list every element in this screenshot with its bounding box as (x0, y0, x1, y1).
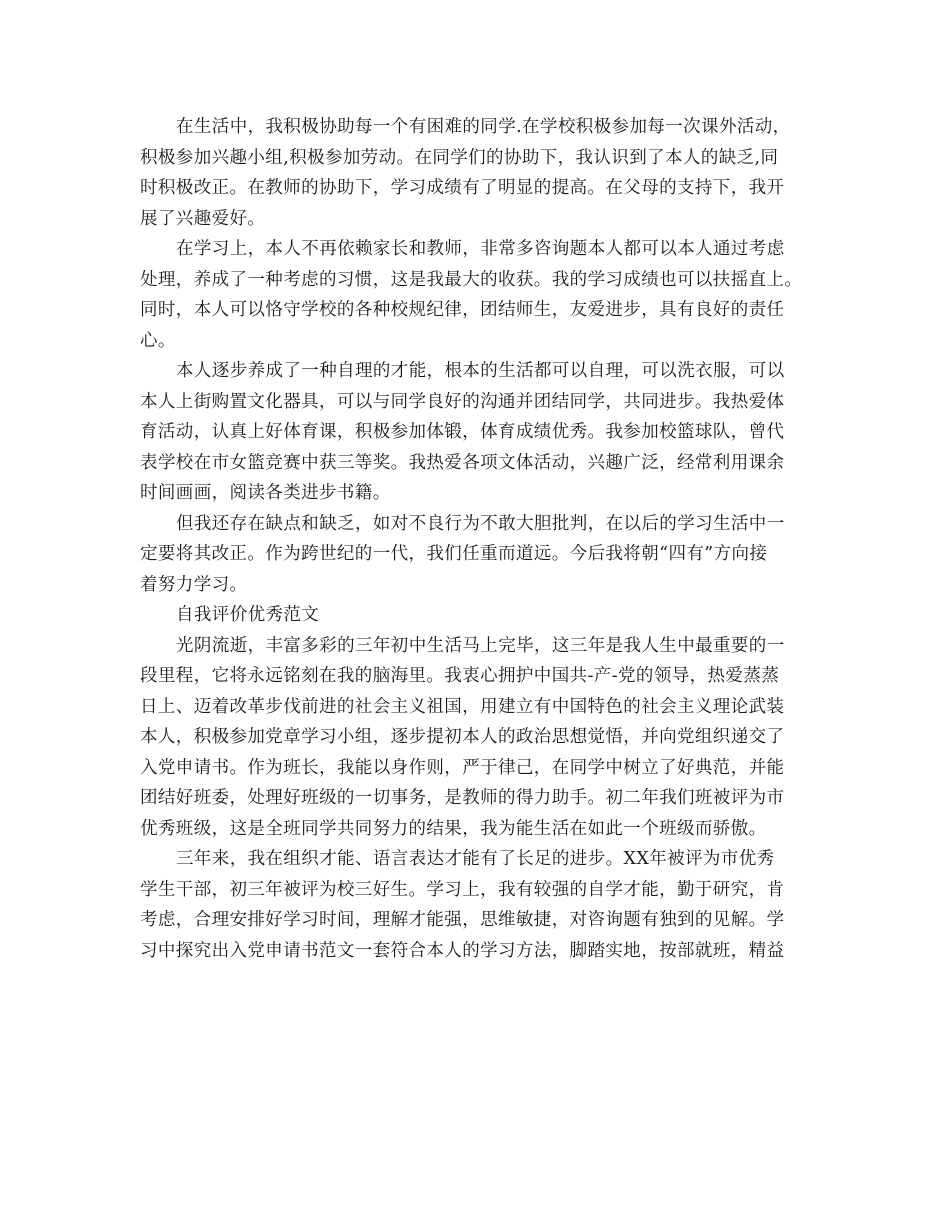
paragraph (140, 844, 830, 966)
text-line: 但我还存在缺点和缺乏，如对不良行为不敢大胆批判，在以后的学习生活中一 (176, 513, 785, 534)
paragraph (140, 234, 830, 356)
text-line: 育活动，认真上好体育课，积极参加体锻，体育成绩优秀。我参加校篮球队，曾代 (140, 422, 785, 442)
text-line: 时间画画，阅读各类进步书籍。 (140, 483, 391, 503)
text-line: 本人，积极参加党章学习小组，逐步提初本人的政治思想觉悟，并向党组织递交了 (140, 727, 785, 747)
text-line: 着努力学习。 (140, 574, 248, 595)
text-line: 段里程，它将永远铭刻在我的脑海里。我衷心拥护中国共-产-党的领导，热爱蒸蒸 (140, 666, 780, 686)
text-line: 习中探究出入党申请书范文一套符合本人的学习方法，脚踏实地，按部就班，精益 (140, 940, 785, 961)
text-line: 时积极改正。在教师的协助下，学习成绩有了明显的提高。在父母的支持下，我开 (140, 178, 785, 198)
document-body (140, 112, 830, 966)
text-line: 学生干部，初三年被评为校三好生。学习上，我有较强的自学才能，勤于研究，肯 (140, 879, 785, 900)
paragraph (140, 112, 830, 234)
text-line: 考虑，合理安排好学习时间，理解才能强，思维敏捷，对咨询题有独到的见解。学 (140, 910, 785, 930)
paragraph (140, 509, 830, 601)
text-line: 三年来，我在组织才能、语言表达才能有了长足的进步。XX年被评为市优秀 (176, 849, 775, 869)
text-line: 团结好班委，处理好班级的一切事务，是教师的得力助手。初二年我们班被评为市 (140, 788, 785, 808)
text-line: 同时，本人可以恪守学校的各种校规纪律，团结师生，友爱进步，具有良好的责任 (140, 300, 785, 320)
text-line: 心。 (140, 330, 176, 351)
text-line: 展了兴趣爱好。 (140, 208, 266, 229)
text-line: 优秀班级，这是全班同学共同努力的结果，我为能生活在如此一个班级而骄傲。 (140, 818, 767, 839)
text-line: 积极参加兴趣小组,积极参加劳动。在同学们的协助下，我认识到了本人的缺乏,同 (140, 147, 779, 168)
text-line: 在生活中，我积极协助每一个有困难的同学.在学校积极参加每一次课外活动， (176, 117, 791, 137)
text-line: 在学习上，本人不再依赖家长和教师，非常多咨询题本人都可以本人通过考虑 (176, 239, 785, 259)
text-line: 光阴流逝，丰富多彩的三年初中生活马上完毕，这三年是我人生中最重要的一 (176, 635, 785, 656)
text-line: 本人上街购置文化器具，可以与同学良好的沟通并团结同学，共同进步。我热爱体 (140, 391, 785, 412)
paragraph (140, 356, 830, 509)
text-line: 表学校在市女篮竞赛中获三等奖。我热爱各项文体活动，兴趣广泛，经常利用课余 (140, 452, 785, 473)
text-line: 入党申请书。作为班长，我能以身作则，严于律己，在同学中树立了好典范，并能 (140, 757, 785, 778)
section-heading (140, 600, 830, 631)
text-line: 本人逐步养成了一种自理的才能，根本的生活都可以自理，可以洗衣服，可以 (176, 361, 785, 381)
text-line: 日上、迈着改革步伐前进的社会主义祖国，用建立有中国特色的社会主义理论武装 (140, 696, 785, 717)
text-line: 定要将其改正。作为跨世纪的一代，我们任重而道远。今后我将朝“四有”方向接 (140, 544, 768, 564)
text-line: 处理，养成了一种考虑的习惯，这是我最大的收获。我的学习成绩也可以扶摇直上。 (140, 269, 803, 290)
heading-text: 自我评价优秀范文 (176, 605, 320, 625)
paragraph (140, 631, 830, 845)
